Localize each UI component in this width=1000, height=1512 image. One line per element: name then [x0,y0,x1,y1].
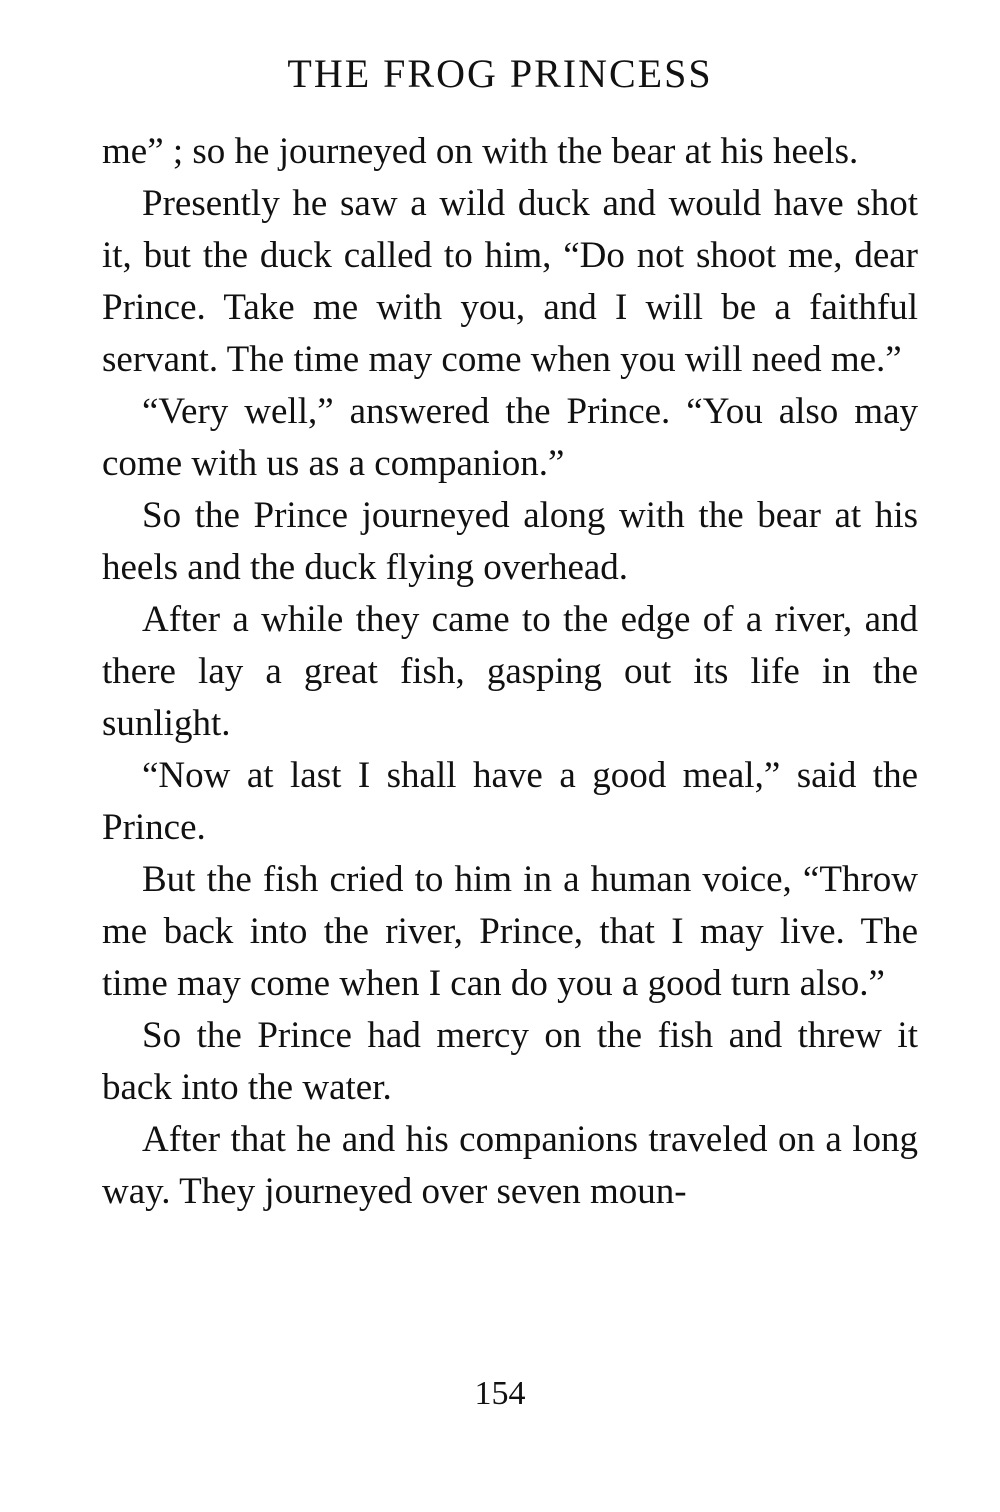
paragraph: After a while they came to the edge of a river, and there lay a great fish, gasping out its life in the sunlight. [102,599,918,744]
paragraph: “Very well,” answered the Prince. “You also may come with us as a companion.” [102,391,918,484]
paragraph: But the fish cried to him in a human voice, “Throw me back into the river, Prince, that I may live. The time may come when I can do you a good turn also.” [102,859,918,1004]
paragraph: me” ; so he journeyed on with the bear at his heels. [102,131,859,172]
paragraph: After that he and his companions traveled on a long way. They journeyed over seven moun- [102,1119,918,1212]
page-number: 154 [474,1375,526,1412]
body-text [102,126,918,1218]
paragraph: So the Prince journeyed along with the bear at his heels and the duck flying overhead. [102,495,918,588]
paragraph: “Now at last I shall have a good meal,” said the Prince. [102,755,918,848]
paragraph: So the Prince had mercy on the fish and threw it back into the water. [102,1015,918,1108]
running-head-title: THE FROG PRINCESS [287,51,713,96]
paragraph: Presently he saw a wild duck and would have shot it, but the duck called to him, “Do not shoot me, dear Prince. Take me with you, and I will be a faithful servant. The time may come when you will need me.” [102,183,918,380]
